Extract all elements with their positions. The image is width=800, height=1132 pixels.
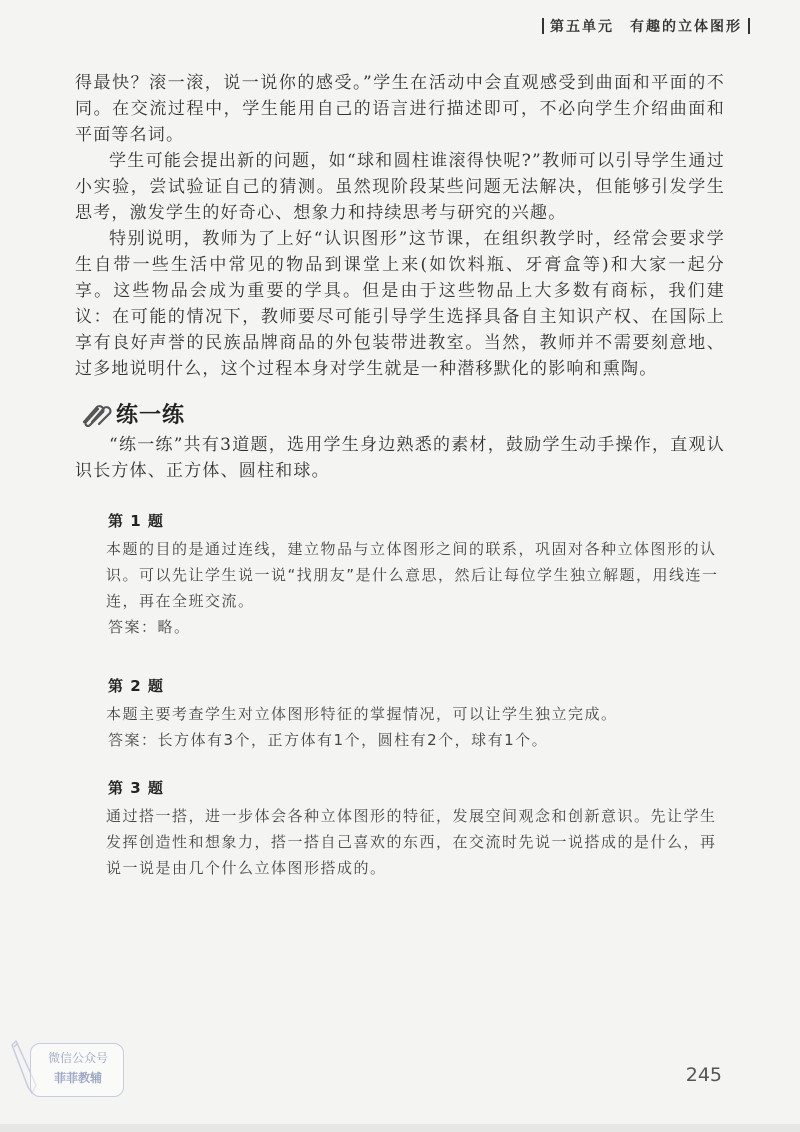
section-heading	[78, 398, 185, 429]
section-intro	[75, 432, 725, 484]
watermark-line-2: 菲菲教辅	[53, 1071, 102, 1085]
paperclip-icon	[78, 401, 112, 427]
exercise-1	[108, 508, 728, 640]
running-head-unit: 第五单元	[550, 19, 614, 35]
watermark-line-1: 微信公众号	[47, 1051, 108, 1065]
paragraph: 特别说明，教师为了上好“认识图形”这节课，在组织教学时，经常会要求学生自带一些生活中常见的物品到课堂上来(如饮料瓶、牙膏盒等)和大家一起分享。这些物品会成为重要的学具。但是由于这些物品上大多数有商标，我们建议：在可能的情况下，教师要尽可能引导学生选择具备自主知识产权、在国际上享有良好声誉的民族品牌商品的外包装带进教室。当然，教师并不需要刻意地、过多地说明什么，这个过程本身对学生就是一种潜移默化的影响和熏陶。	[75, 229, 725, 379]
running-head	[536, 16, 756, 36]
exercise-answer: 答案：略。	[108, 618, 191, 636]
exercise-body: 本题的目的是通过连线，建立物品与立体图形之间的联系，巩固对各种立体图形的认识。可以先让学生说一说“找朋友”是什么意思，然后让每位学生独立解题，用线连一连，再在全班交流。	[106, 540, 719, 610]
exercise-2	[108, 673, 728, 753]
paragraph: 得最快？滚一滚，说一说你的感受。”学生在活动中会直观感受到曲面和平面的不同。在交流过程中，学生能用自己的语言进行描述即可，不必向学生介绍曲面和平面等名词。	[75, 73, 725, 145]
running-head-divider	[542, 18, 544, 34]
watermark	[8, 1035, 128, 1101]
exercise-answer: 答案：长方体有3个，正方体有1个，圆柱有2个，球有1个。	[108, 731, 549, 749]
intro-text	[75, 70, 725, 382]
paragraph: 学生可能会提出新的问题，如“球和圆柱谁滚得快呢?”教师可以引导学生通过小实验，尝试验证自己的猜测。虽然现阶段某些问题无法解决，但能够引发学生思考，激发学生的好奇心、想象力和持续思考与研究的兴趣。	[75, 151, 725, 223]
exercise-title: 第 1 题	[108, 512, 164, 530]
exercise-body: 通过搭一搭，进一步体会各种立体图形的特征，发展空间观念和创新意识。先让学生发挥创造性和想象力，搭一搭自己喜欢的东西，在交流时先说一说搭成的是什么，再说一说是由几个什么立体图形搭成的。	[106, 807, 717, 877]
exercise-body: 本题主要考查学生对立体图形特征的掌握情况，可以让学生独立完成。	[106, 705, 618, 723]
running-head-divider	[748, 18, 750, 34]
exercise-3	[108, 775, 728, 881]
page-bottom-edge	[0, 1124, 800, 1132]
running-head-title: 有趣的立体图形	[630, 19, 742, 35]
page-number: 245	[685, 1064, 722, 1086]
paragraph: “练一练”共有3道题，选用学生身边熟悉的素材，鼓励学生动手操作，直观认识长方体、正方体、圆柱和球。	[75, 435, 725, 481]
exercise-title: 第 3 题	[108, 779, 164, 797]
section-title: 练一练	[116, 402, 186, 428]
exercise-title: 第 2 题	[108, 677, 164, 695]
